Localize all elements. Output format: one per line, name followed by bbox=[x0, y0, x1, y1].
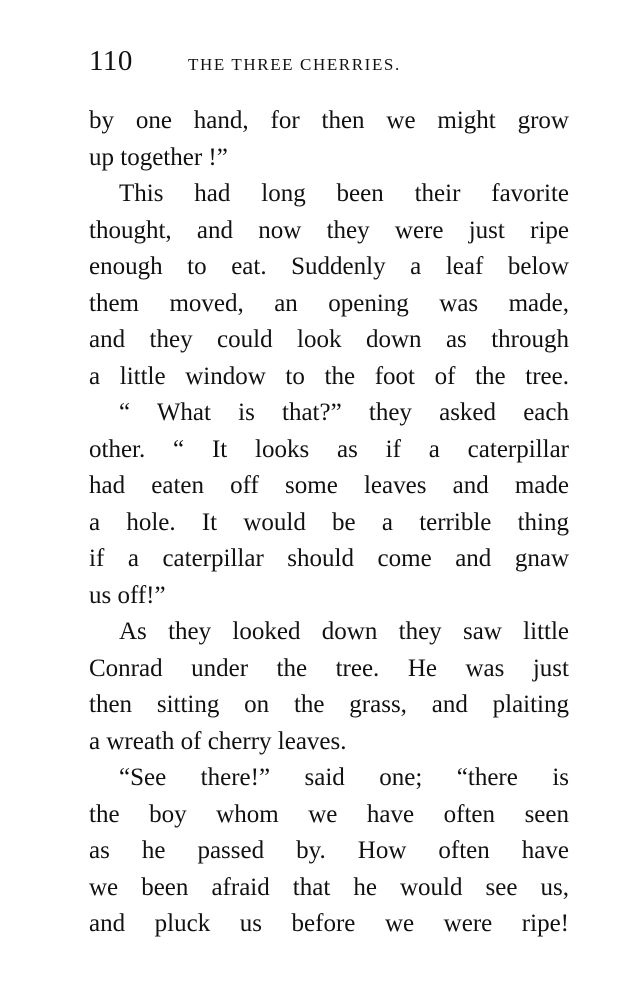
text-line: the boy whom we have often seen bbox=[89, 800, 569, 828]
text-line: This had long been their favorite bbox=[119, 180, 569, 207]
text-line: “ What is that?” they asked each bbox=[119, 399, 569, 426]
text-line: a wreath of cherry leaves. bbox=[89, 727, 347, 755]
text-line: a hole. It would be a terrible thing bbox=[89, 508, 569, 536]
text-line: and pluck us before we were ripe! bbox=[89, 910, 569, 937]
text-line: as he passed by. How often have bbox=[89, 837, 569, 864]
text-line: “See there!” said one; “there is bbox=[119, 764, 569, 791]
text-line: up together !” bbox=[89, 143, 228, 171]
running-title: THE THREE CHERRIES. bbox=[188, 55, 401, 74]
text-line: then sitting on the grass, and plaiting bbox=[89, 691, 569, 718]
text-line: thought, and now they were just ripe bbox=[89, 216, 569, 244]
text-line: a little window to the foot of the tree. bbox=[89, 362, 569, 390]
page-number: 110 bbox=[89, 45, 133, 77]
text-line: them moved, an opening was made, bbox=[89, 289, 569, 317]
text-line: we been afraid that he would see us, bbox=[89, 873, 569, 901]
text-line: by one hand, for then we might grow bbox=[89, 107, 569, 134]
text-line: enough to eat. Suddenly a leaf below bbox=[89, 253, 569, 280]
text-line: As they looked down they saw little bbox=[119, 618, 569, 645]
text-line: us off!” bbox=[89, 581, 166, 609]
text-line: other. “ It looks as if a caterpillar bbox=[89, 435, 569, 463]
body-text bbox=[89, 103, 569, 943]
text-line: had eaten off some leaves and made bbox=[89, 472, 569, 499]
page-header bbox=[89, 45, 569, 85]
text-line: if a caterpillar should come and gnaw bbox=[89, 545, 569, 572]
text-line: Conrad under the tree. He was just bbox=[89, 654, 569, 682]
text-line: and they could look down as through bbox=[89, 326, 569, 353]
